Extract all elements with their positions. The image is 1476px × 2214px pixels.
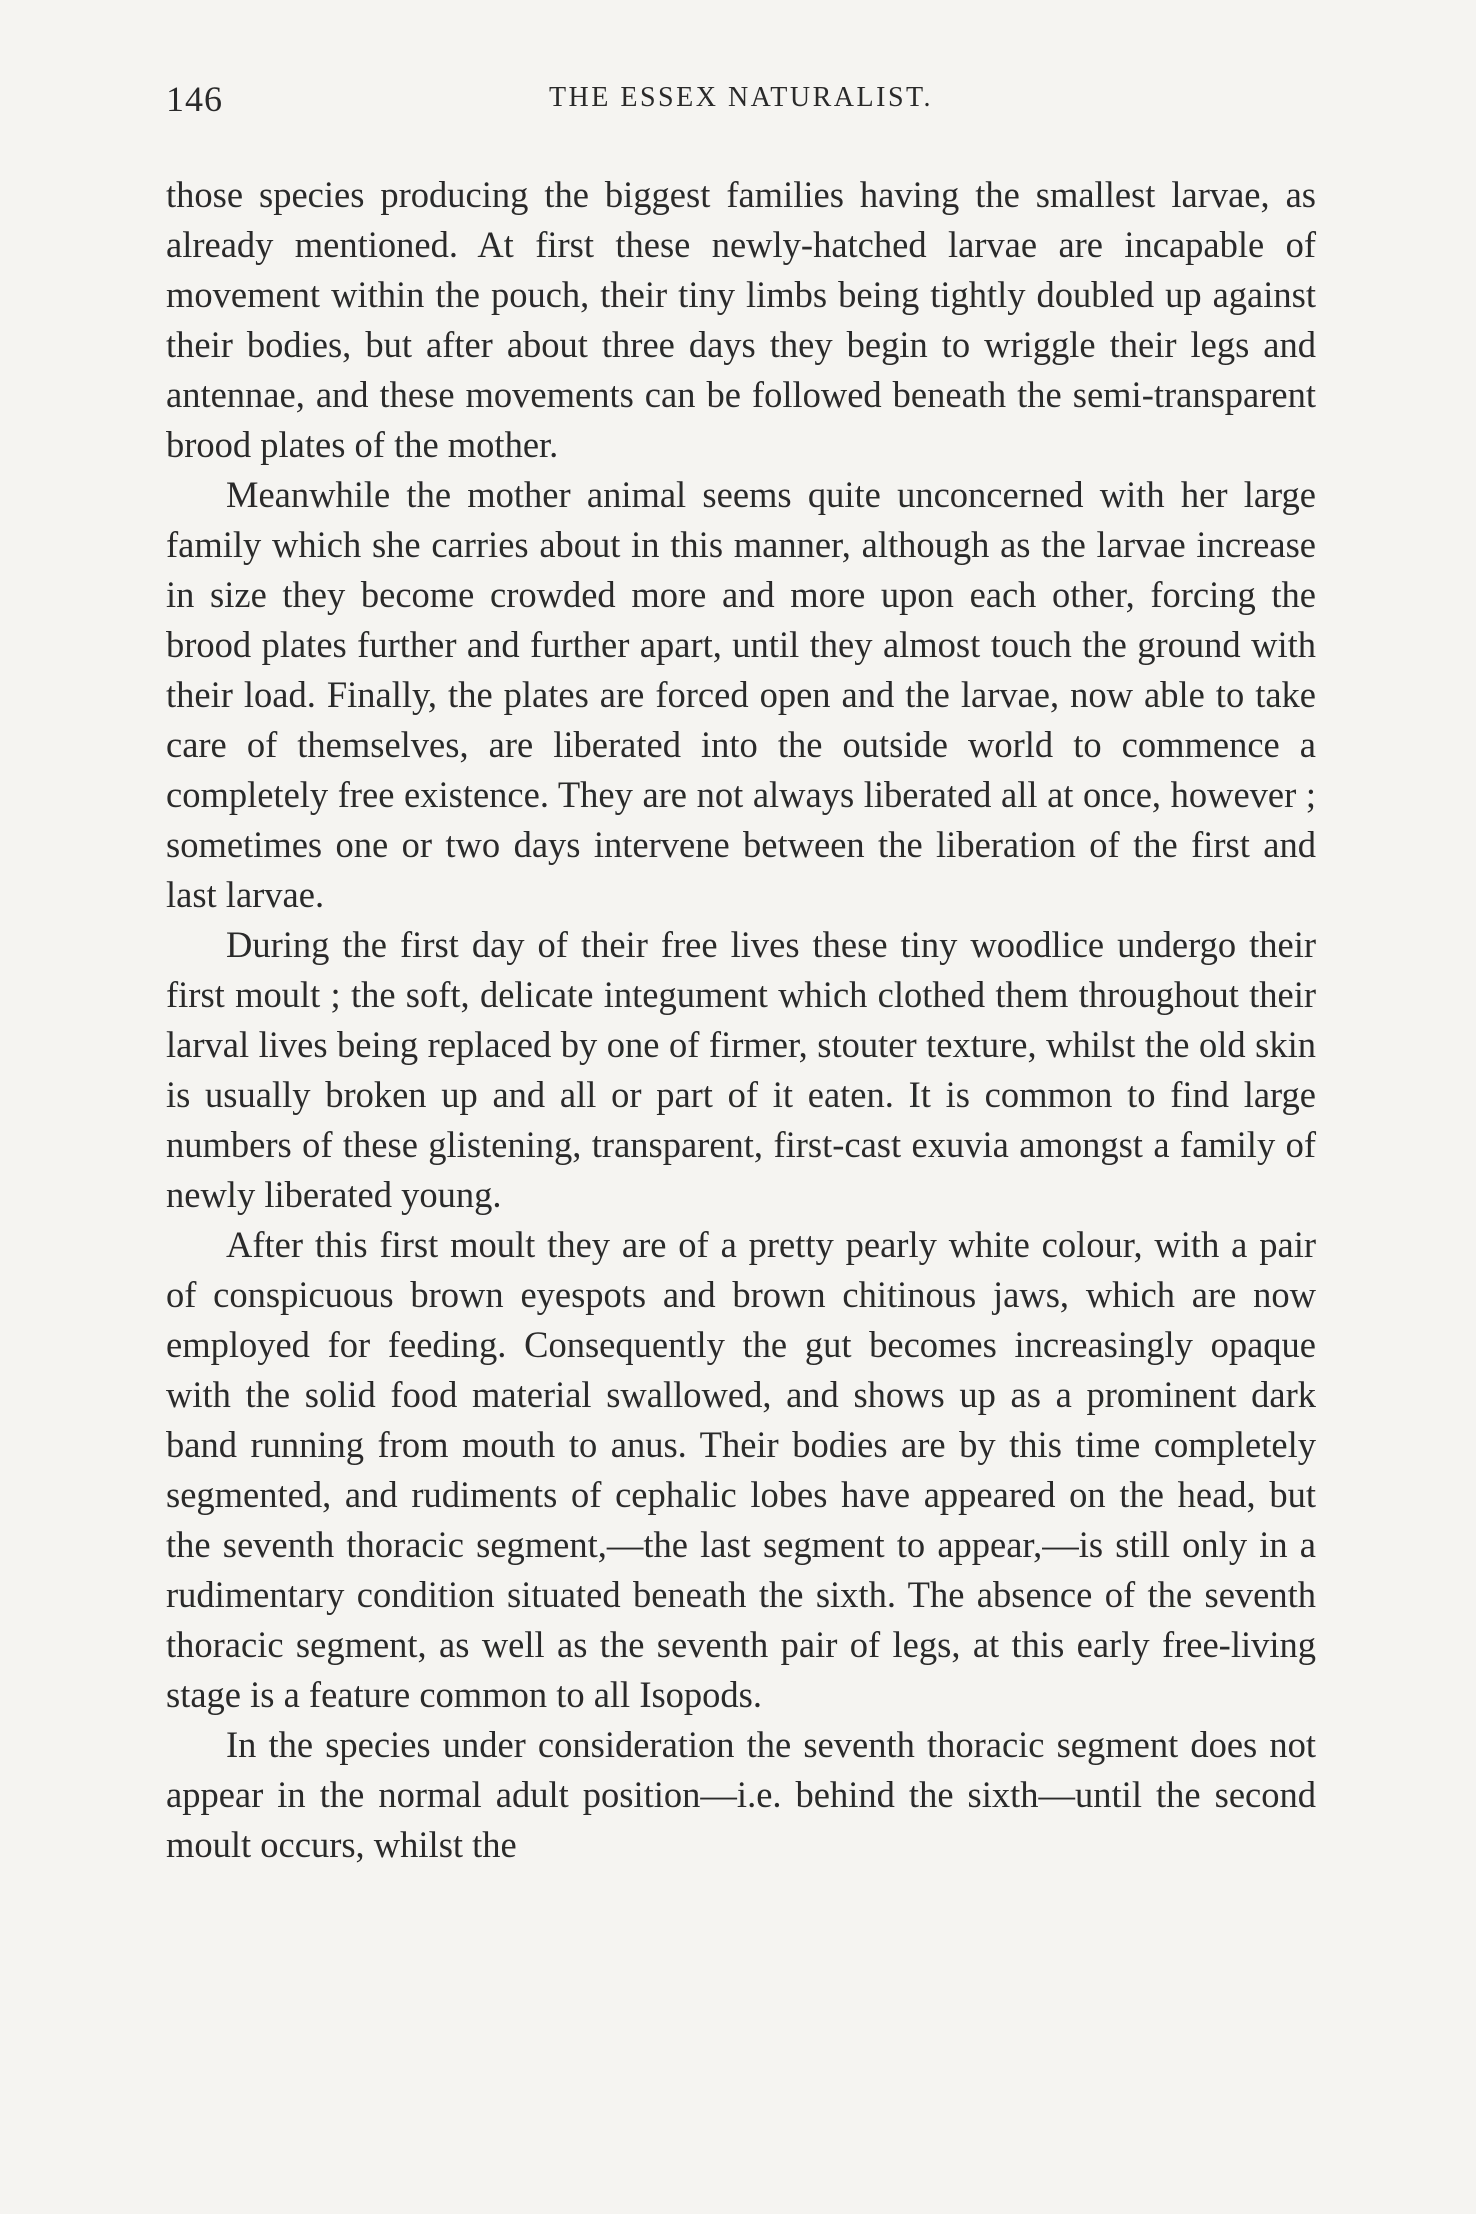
journal-title: THE ESSEX NATURALIST. — [548, 82, 934, 113]
page-number: 146 — [166, 79, 223, 119]
paragraph-1: those species producing the biggest families having the smallest larvae, as already mentioned. At first these newly-hatched larvae are incapable of movement within the pouch, their tiny limbs being tightly doubled up against their bodies, but after about three days they begin to wriggle their legs and antennae, and these movements can be followed beneath the semi-transparent brood plates of the mother. — [166, 174, 1316, 465]
running-head — [166, 70, 1316, 130]
paragraph-3: During the first day of their free lives these tiny woodlice undergo their first moult ; the soft, delicate integument which clothed them throughout their larval lives being replaced by one of firmer, stouter texture, whilst the old skin is usually broken up and all or part of it eaten. It is common to find large numbers of these glistening, transparent, first-cast exuvia amongst a family of newly liberated young. — [166, 924, 1316, 1215]
paragraph-5: In the species under consideration the seventh thoracic segment does not appear in the normal adult position—i.e. behind the sixth—until the second moult occurs, whilst the — [166, 1724, 1316, 1865]
body-text — [166, 170, 1316, 1870]
paragraph-4: After this first moult they are of a pretty pearly white colour, with a pair of conspicuous brown eyespots and brown chitinous jaws, which are now employed for feeding. Consequently the gut becomes increasingly opaque with the solid food material swallowed, and shows up as a prominent dark band running from mouth to anus. Their bodies are by this time completely segmented, and rudiments of cephalic lobes have appeared on the head, but the seventh thoracic segment,—the last segment to appear,—is still only in a rudimentary condition situated beneath the sixth. The absence of the seventh thoracic segment, as well as the seventh pair of legs, at this early free-living stage is a feature common to all Isopods. — [166, 1224, 1316, 1715]
paragraph-2: Meanwhile the mother animal seems quite unconcerned with her large family which she carries about in this manner, although as the larvae increase in size they become crowded more and more upon each other, forcing the brood plates further and further apart, until they almost touch the ground with their load. Finally, the plates are forced open and the larvae, now able to take care of themselves, are liberated into the outside world to commence a completely free existence. They are not always liberated all at once, however ; sometimes one or two days intervene between the liberation of the first and last larvae. — [166, 474, 1316, 915]
document-page — [166, 70, 1316, 1870]
